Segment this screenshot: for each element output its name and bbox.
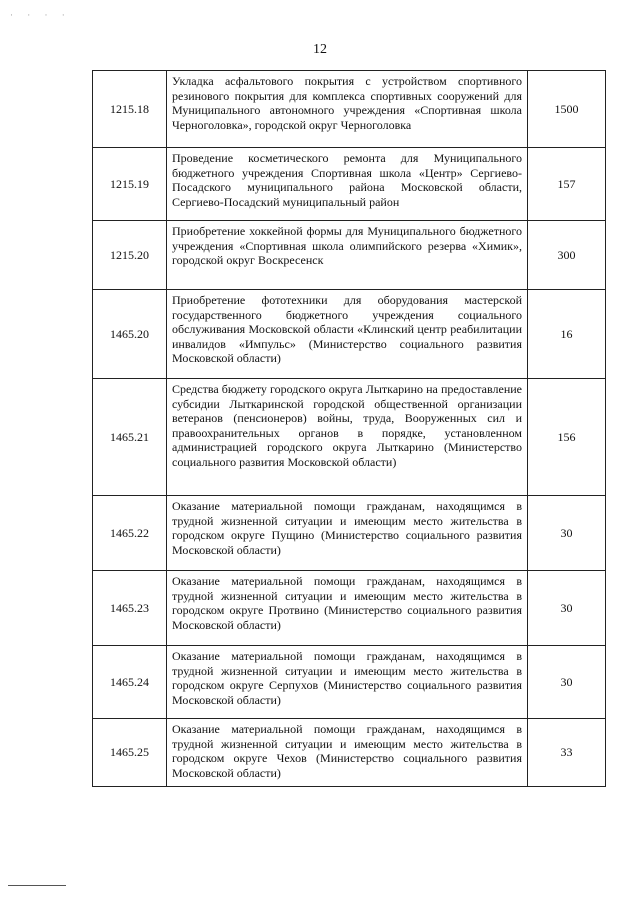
table-row <box>93 290 606 379</box>
row-description: Проведение косметического ремонта для Муниципального бюджетного учреждения Спортивная школа «Центр» Сергиево-Посадского муниципального района Московской области, Сергиево-Посадский муниципальный район <box>167 148 528 221</box>
row-description: Укладка асфальтового покрытия с устройством спортивного резинового покрытия для комплекса спортивных сооружений для Муниципального автономного учреждения «Спортивная школа Черноголовка», городской округ Черноголовка <box>167 71 528 148</box>
row-description: Оказание материальной помощи гражданам, находящимся в трудной жизненной ситуации и имеющим место жительства в городском округе Серпухов (Министерство социального развития Московской области) <box>167 646 528 719</box>
row-code: 1215.18 <box>93 71 167 148</box>
row-description: Приобретение хоккейной формы для Муниципального бюджетного учреждения «Спортивная школа олимпийского резерва «Химик», городской округ Воскресенск <box>167 221 528 290</box>
table-row <box>93 571 606 646</box>
footer-divider <box>8 885 66 886</box>
row-amount: 16 <box>528 290 606 379</box>
row-amount: 156 <box>528 379 606 496</box>
row-code: 1215.19 <box>93 148 167 221</box>
row-amount: 30 <box>528 646 606 719</box>
row-description: Оказание материальной помощи гражданам, находящимся в трудной жизненной ситуации и имеющим место жительства в городском округе Пущино (Министерство социального развития Московской области) <box>167 496 528 571</box>
table-row <box>93 379 606 496</box>
row-code: 1465.23 <box>93 571 167 646</box>
row-description: Оказание материальной помощи гражданам, находящимся в трудной жизненной ситуации и имеющим место жительства в городском округе Чехов (Министерство социального развития Московской области) <box>167 719 528 787</box>
row-amount: 157 <box>528 148 606 221</box>
row-code: 1465.24 <box>93 646 167 719</box>
table-row <box>93 719 606 787</box>
scan-corner-mark: · · · · <box>10 10 71 20</box>
row-description: Средства бюджету городского округа Лыткарино на предоставление субсидии Лыткаринской городской общественной организации ветеранов (пенсионеров) войны, труда, Вооруженных сил и правоохранительных органов в порядке, установленном администрацией городского округа Лыткарино (Министерство социального развития Московской области) <box>167 379 528 496</box>
row-amount: 30 <box>528 496 606 571</box>
row-code: 1465.20 <box>93 290 167 379</box>
row-amount: 1500 <box>528 71 606 148</box>
row-description: Оказание материальной помощи гражданам, находящимся в трудной жизненной ситуации и имеющим место жительства в городском округе Протвино (Министерство социального развития Московской области) <box>167 571 528 646</box>
table-row <box>93 646 606 719</box>
row-code: 1465.25 <box>93 719 167 787</box>
row-code: 1465.21 <box>93 379 167 496</box>
row-code: 1215.20 <box>93 221 167 290</box>
table-row <box>93 496 606 571</box>
row-code: 1465.22 <box>93 496 167 571</box>
table-row <box>93 221 606 290</box>
budget-allocation-table <box>92 70 606 787</box>
page-number: 12 <box>313 42 327 57</box>
row-amount: 300 <box>528 221 606 290</box>
row-amount: 30 <box>528 571 606 646</box>
table-row <box>93 71 606 148</box>
row-amount: 33 <box>528 719 606 787</box>
row-description: Приобретение фототехники для оборудования мастерской государственного бюджетного учреждения социального обслуживания Московской области «Клинский центр реабилитации инвалидов «Импульс» (Министерство социального развития Московской области) <box>167 290 528 379</box>
table-row <box>93 148 606 221</box>
